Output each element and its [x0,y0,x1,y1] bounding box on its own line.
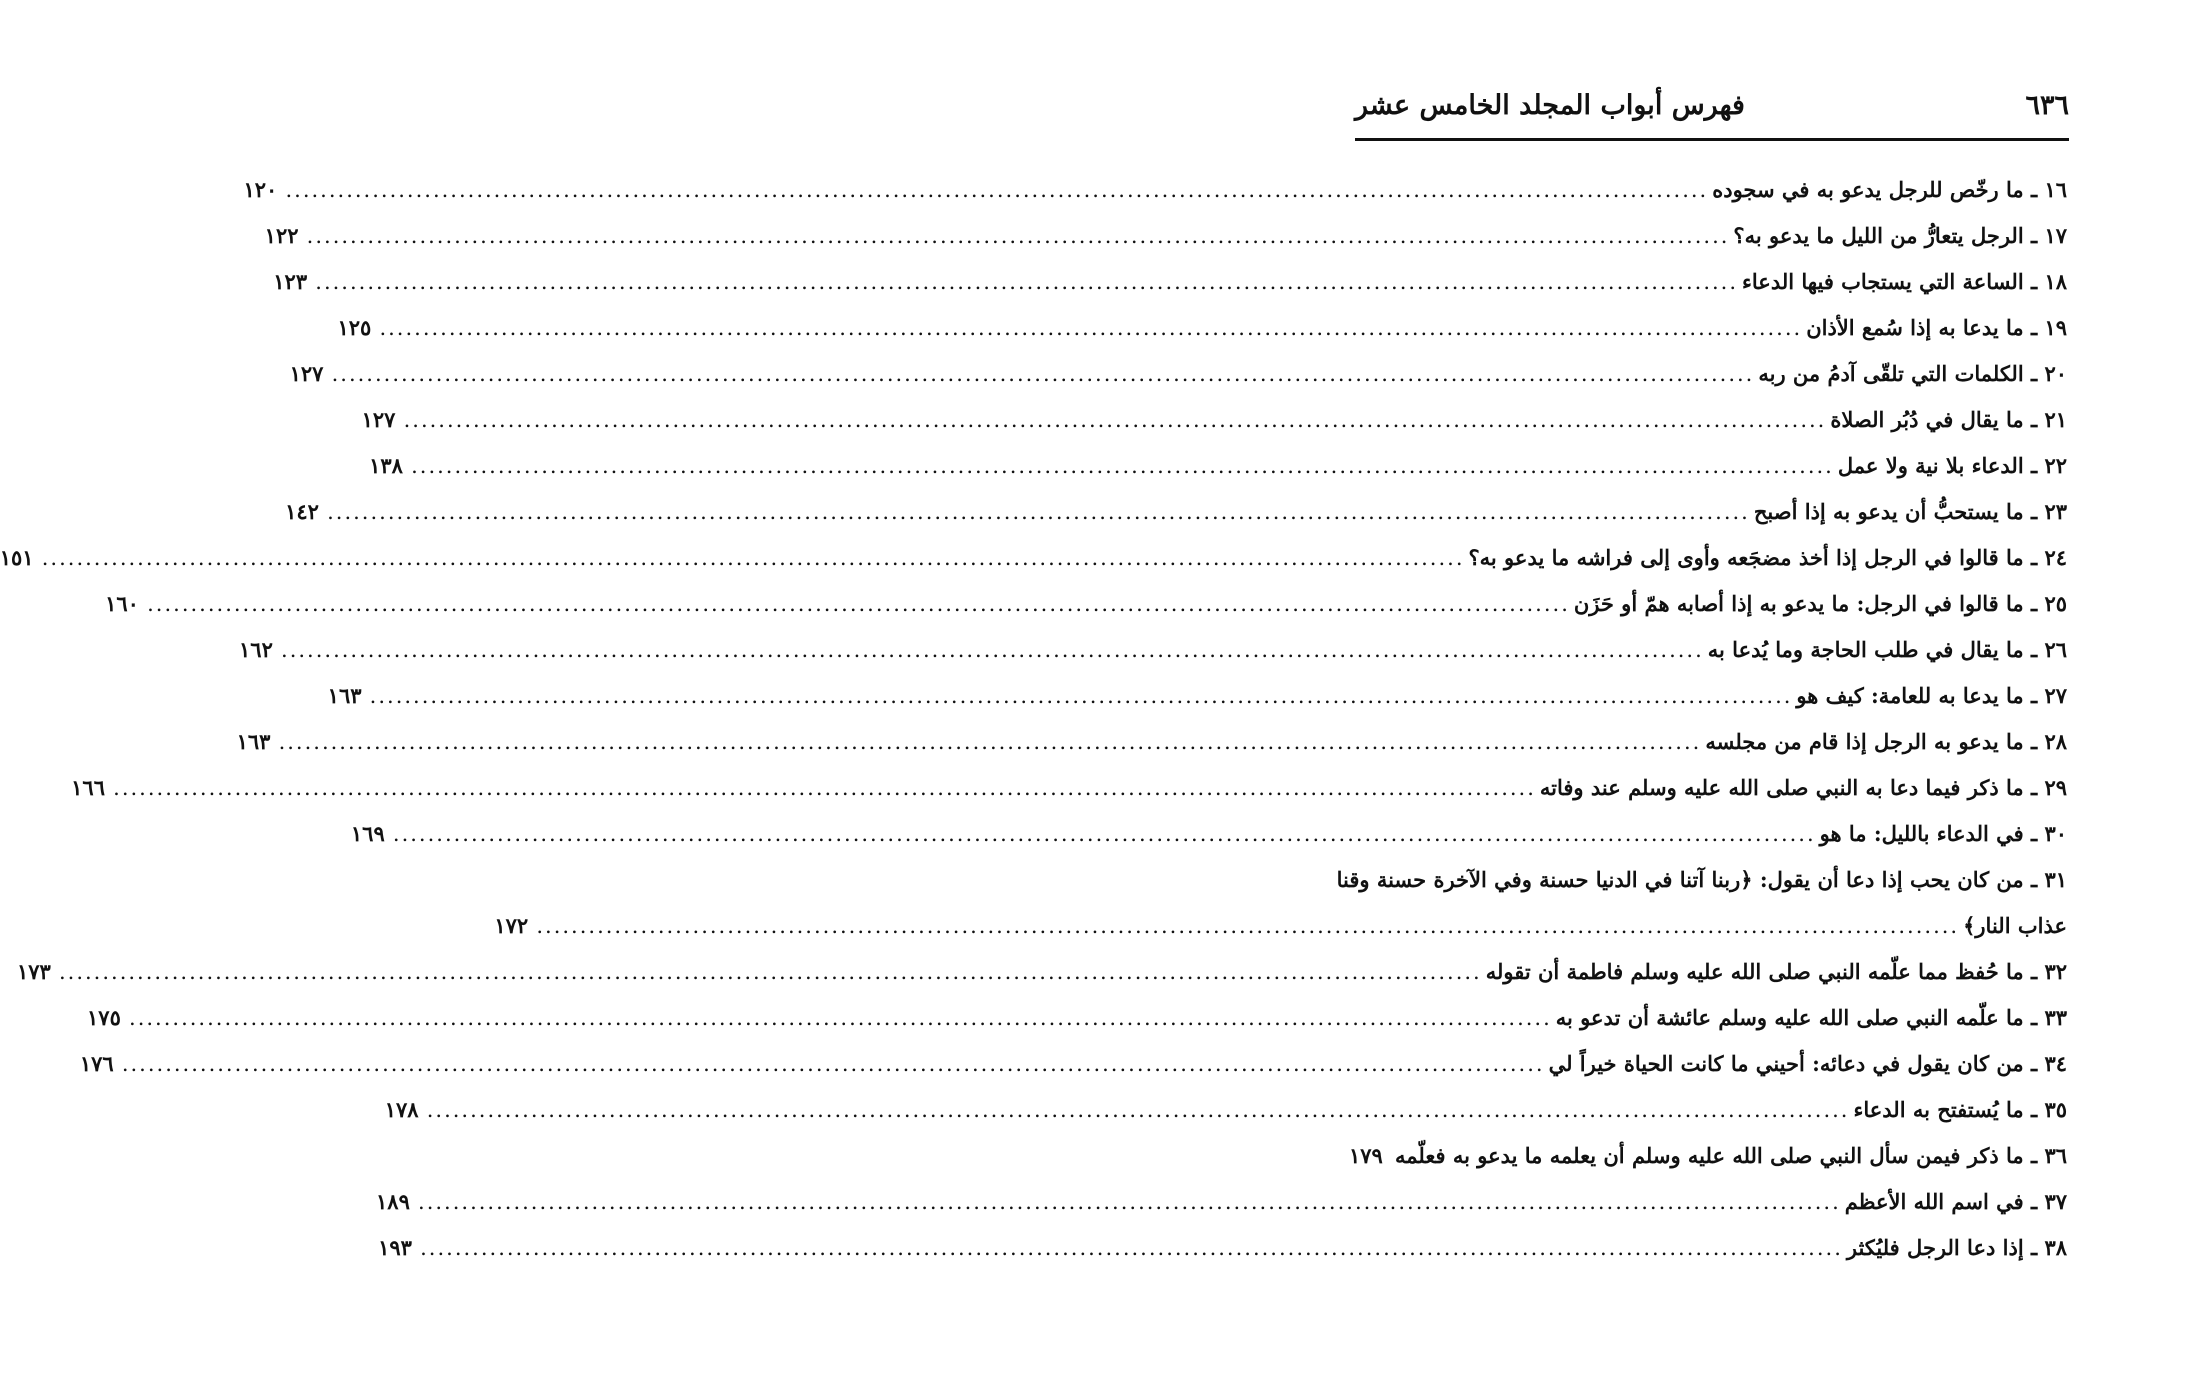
toc-page-number: ١٧٢ [494,913,529,938]
toc-entry [243,165,2067,211]
toc-entry-title: ٣١ ـ من كان يحب إذا دعا أن يقول: ﴿ربنا آتنا في الدنيا حسنة وفي الآخرة حسنة وقنا [1336,867,2067,892]
toc-entry-title: ٢٢ ـ الدعاء بلا نية ولا عمل [1837,453,2067,478]
toc-entry [105,579,2067,625]
page-header [1355,86,2069,130]
leader-dots: .................................................................................................................................................................... [418,1190,1841,1214]
toc-entry [327,671,2067,717]
toc-page-number: ١٢٣ [273,269,308,294]
leader-dots: .................................................................................................................................................................... [369,684,1793,708]
table-of-contents [0,165,2067,1269]
toc-page-number: ١٢٠ [243,177,278,202]
leader-dots: .................................................................................................................................................................... [147,592,1570,616]
leader-dots: .................................................................................................................................................................... [331,362,1755,386]
running-title: فهرس أبواب المجلد الخامس عشر [1355,90,1745,121]
toc-entry [369,441,2067,487]
toc-entry [87,993,2067,1039]
leader-dots: .................................................................................................................................................................... [129,1006,1552,1030]
toc-page-number: ١٥١ [0,545,34,570]
toc-entry [16,947,2067,993]
leader-dots: .................................................................................................................................................................... [403,408,1827,432]
leader-dots: .................................................................................................................................................................... [420,1236,1843,1260]
toc-page-number: ١٢٥ [337,315,372,340]
toc-page-number: ١٦٩ [350,821,385,846]
toc-page-number: ١٢٢ [264,223,299,248]
toc-entry-title: ٢٦ ـ ما يقال في طلب الحاجة وما يُدعا به [1707,637,2067,662]
toc-page-number: ١٧٥ [87,1005,121,1030]
toc-entry-title: ٢٨ ـ ما يدعو به الرجل إذا قام من مجلسه [1705,729,2067,754]
toc-entry-title: ٢٣ ـ ما يستحبُّ أن يدعو به إذا أصبح [1753,499,2067,524]
toc-page-number: ١٧٨ [384,1097,419,1122]
toc-entry [384,1085,2067,1131]
leader-dots: .................................................................................................................................................................... [426,1098,1850,1122]
toc-entry-title: ٣٤ ـ من كان يقول في دعائه: أحيني ما كانت الحياة خيراً لي [1548,1051,2067,1076]
toc-entry [71,763,2067,809]
page-number: ٦٣٦ [2025,90,2069,121]
toc-entry-title: ٣٧ ـ في اسم الله الأعظم [1844,1189,2067,1214]
toc-entry [350,809,2067,855]
toc-entry-title: ٢١ ـ ما يقال في دُبُر الصلاة [1830,407,2067,432]
toc-page-number: ١٧٦ [79,1051,114,1076]
leader-dots: .................................................................................................................................................................... [411,454,1834,478]
toc-page-number: ١٦٣ [327,683,362,708]
toc-page-number: ١٣٨ [369,453,403,478]
leader-dots: .................................................................................................................................................................... [327,500,1750,524]
toc-entry-title: ٢٧ ـ ما يدعا به للعامة: كيف هو [1796,683,2067,708]
toc-entry-title: ٢٩ ـ ما ذكر فيما دعا به النبي صلى الله عليه وسلم عند وفاته [1539,775,2067,800]
toc-entry-title: ١٧ ـ الرجل يتعارُّ من الليل ما يدعو به؟ [1733,223,2067,248]
toc-page-number: ١٧٩ [1348,1143,1383,1168]
toc-entry-title-continued: عذاب النار﴾ [1963,913,2067,938]
toc-entry [376,1177,2067,1223]
toc-entry [0,533,2067,579]
toc-entry-title: ٢٤ ـ ما قالوا في الرجل إذا أخذ مضجَعه وأوى إلى فراشه ما يدعو به؟ [1468,545,2067,570]
toc-entry-title: ٣٣ ـ ما علّمه النبي صلى الله عليه وسلم عائشة أن تدعو به [1555,1005,2067,1030]
toc-page-number: ١٦٦ [71,775,105,800]
toc-entry [273,257,2067,303]
leader-dots: .................................................................................................................................................................... [315,270,1739,294]
toc-entry-title: ٣٢ ـ ما حُفظ مما علّمه النبي صلى الله عليه وسلم فاطمة أن تقوله [1485,959,2067,984]
toc-entry [79,1039,2067,1085]
toc-entry [378,1223,2067,1269]
toc-entry [239,625,2067,671]
toc-entry-title: ٢٥ ـ ما قالوا في الرجل: ما يدعو به إذا أصابه همّ أو حَزَن [1573,591,2067,616]
header-rule [1355,138,2069,141]
toc-entry-title: ١٩ ـ ما يدعا به إذا سُمع الأذان [1806,315,2067,340]
toc-page-number: ١٢٧ [361,407,396,432]
toc-entry [361,395,2067,441]
toc-entry-title: ٣٠ ـ في الدعاء بالليل: ما هو [1819,821,2067,846]
leader-dots: .................................................................................................................................................................... [536,914,1960,938]
toc-page-number: ١٦٣ [236,729,271,754]
leader-dots: .................................................................................................................................................................... [278,730,1702,754]
toc-entry [264,211,2067,257]
leader-dots: .................................................................................................................................................................... [58,960,1482,984]
toc-page-number: ١٦٠ [105,591,139,616]
toc-page-number: ١٨٩ [376,1189,410,1214]
leader-dots: .................................................................................................................................................................... [306,224,1730,248]
leader-dots: .................................................................................................................................................................... [392,822,1816,846]
toc-entry [285,487,2067,533]
toc-entry-line [494,901,2067,947]
leader-dots: .................................................................................................................................................................... [121,1052,1545,1076]
toc-entry-title: ٢٠ ـ الكلمات التي تلقّى آدمُ من ربه [1758,361,2067,386]
toc-entry [494,855,2067,947]
toc-entry-title: ١٦ ـ ما رخّص للرجل يدعو به في سجوده [1712,177,2067,202]
toc-entry [289,349,2067,395]
toc-entry-title: ٣٨ ـ إذا دعا الرجل فليُكثر [1846,1235,2067,1260]
toc-entry-title: ١٨ ـ الساعة التي يستجاب فيها الدعاء [1742,269,2067,294]
toc-entry [1348,1131,2067,1177]
toc-entry-title: ٣٥ ـ ما يُستفتح به الدعاء [1853,1097,2067,1122]
leader-dots: .................................................................................................................................................................... [281,638,1704,662]
toc-entry [236,717,2067,763]
toc-page-number: ١٤٢ [285,499,319,524]
toc-page-number: ١٦٢ [239,637,273,662]
toc-entry-title: ٣٦ ـ ما ذكر فيمن سأل النبي صلى الله عليه وسلم أن يعلمه ما يدعو به فعلّمه [1394,1143,2067,1168]
toc-entry [337,303,2067,349]
toc-entry-line [1336,855,2067,901]
leader-dots: .................................................................................................................................................................... [41,546,1465,570]
leader-dots: .................................................................................................................................................................... [379,316,1803,340]
toc-page-number: ١٧٣ [16,959,51,984]
toc-page-number: ١٩٣ [378,1235,412,1260]
leader-dots: .................................................................................................................................................................... [285,178,1709,202]
leader-dots: .................................................................................................................................................................... [113,776,1536,800]
toc-page-number: ١٢٧ [289,361,324,386]
